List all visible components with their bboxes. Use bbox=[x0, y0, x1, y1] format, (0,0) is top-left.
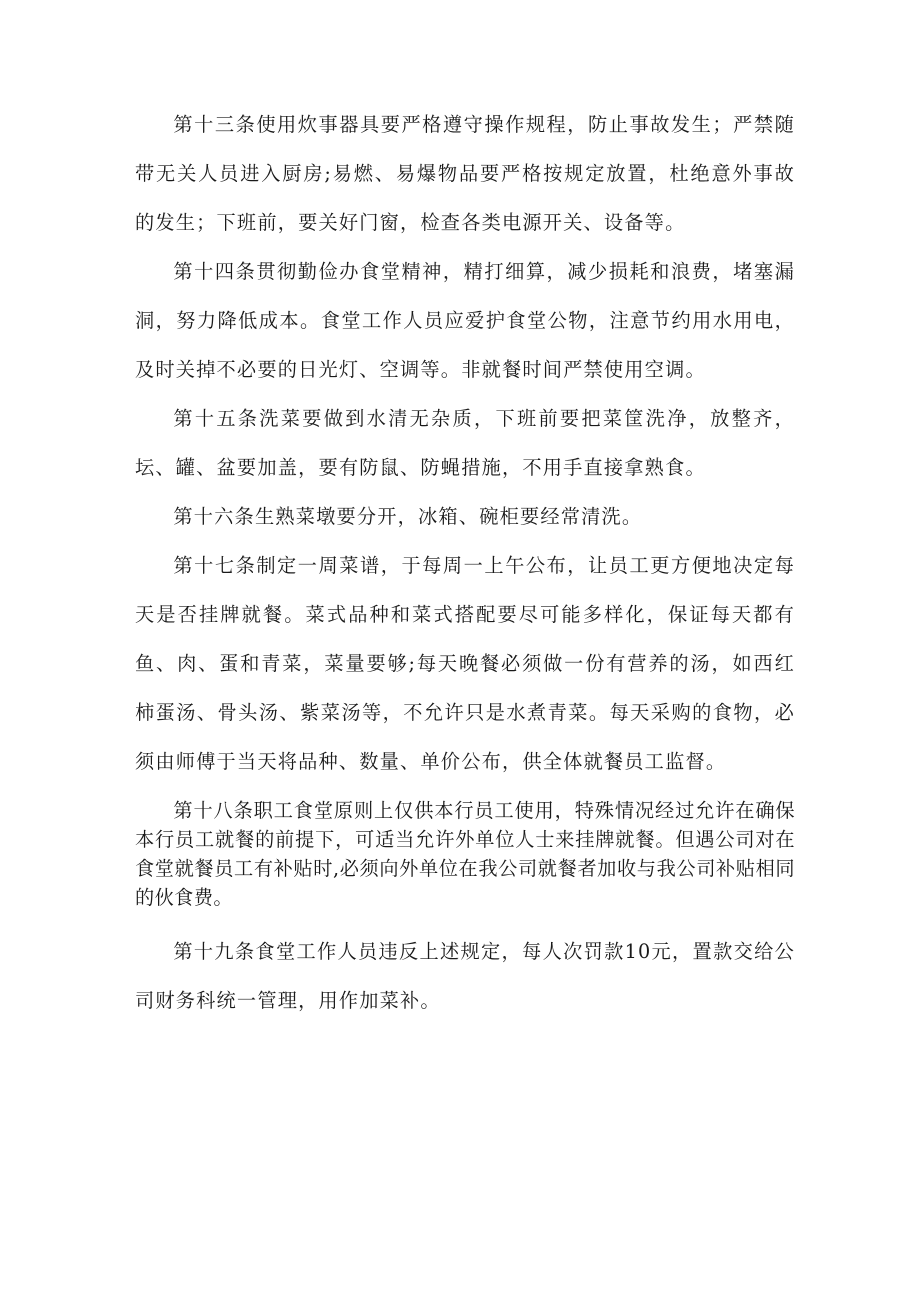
article-19-paragraph: 第十九条食堂工作人员违反上述规定，每人次罚款10元，置款交给公司财务科统一管理，用作加菜补。 bbox=[135, 940, 795, 1012]
article-15-paragraph: 第十五条洗菜要做到水清无杂质，下班前要把菜筐洗净，放整齐，坛、罐、盆要加盖，要有防鼠、防蝇措施，不用手直接拿熟食。 bbox=[135, 407, 795, 479]
article-17-paragraph: 第十七条制定一周菜谱，于每周一上午公布，让员工更方便地决定每天是否挂牌就餐。菜式品种和菜式搭配要尽可能多样化，保证每天都有鱼、肉、蛋和青菜，菜量要够;每天晚餐必须做一份有营养的汤，如西红柿蛋汤、骨头汤、紫菜汤等，不允许只是水煮青菜。每天采购的食物，必须由师傅于当天将品种、数量、单价公布，供全体就餐员工监督。 bbox=[135, 554, 795, 773]
article-14-paragraph: 第十四条贯彻勤俭办食堂精神，精打细算，减少损耗和浪费，堵塞漏洞，努力降低成本。食堂工作人员应爱护食堂公物，注意节约用水用电，及时关掉不必要的日光灯、空调等。非就餐时间严禁使用空调。 bbox=[135, 260, 795, 381]
article-16-paragraph: 第十六条生熟菜墩要分开，冰箱、碗柜要经常清洗。 bbox=[173, 505, 643, 528]
article-18-paragraph: 第十八条职工食堂原则上仅供本行员工使用，特殊情况经过允许在确保本行员工就餐的前提下，可适当允许外单位人士来挂牌就餐。但遇公司对在食堂就餐员工有补贴时,必须向外单位在我公司就餐者加收与我公司补贴相同的伙食费。 bbox=[135, 799, 795, 909]
document-body bbox=[135, 100, 795, 1025]
article-13-paragraph: 第十三条使用炊事器具要严格遵守操作规程，防止事故发生；严禁随带无关人员进入厨房;易燃、易爆物品要严格按规定放置，杜绝意外事故的发生；下班前，要关好门窗，检查各类电源开关、设备等。 bbox=[135, 113, 795, 234]
